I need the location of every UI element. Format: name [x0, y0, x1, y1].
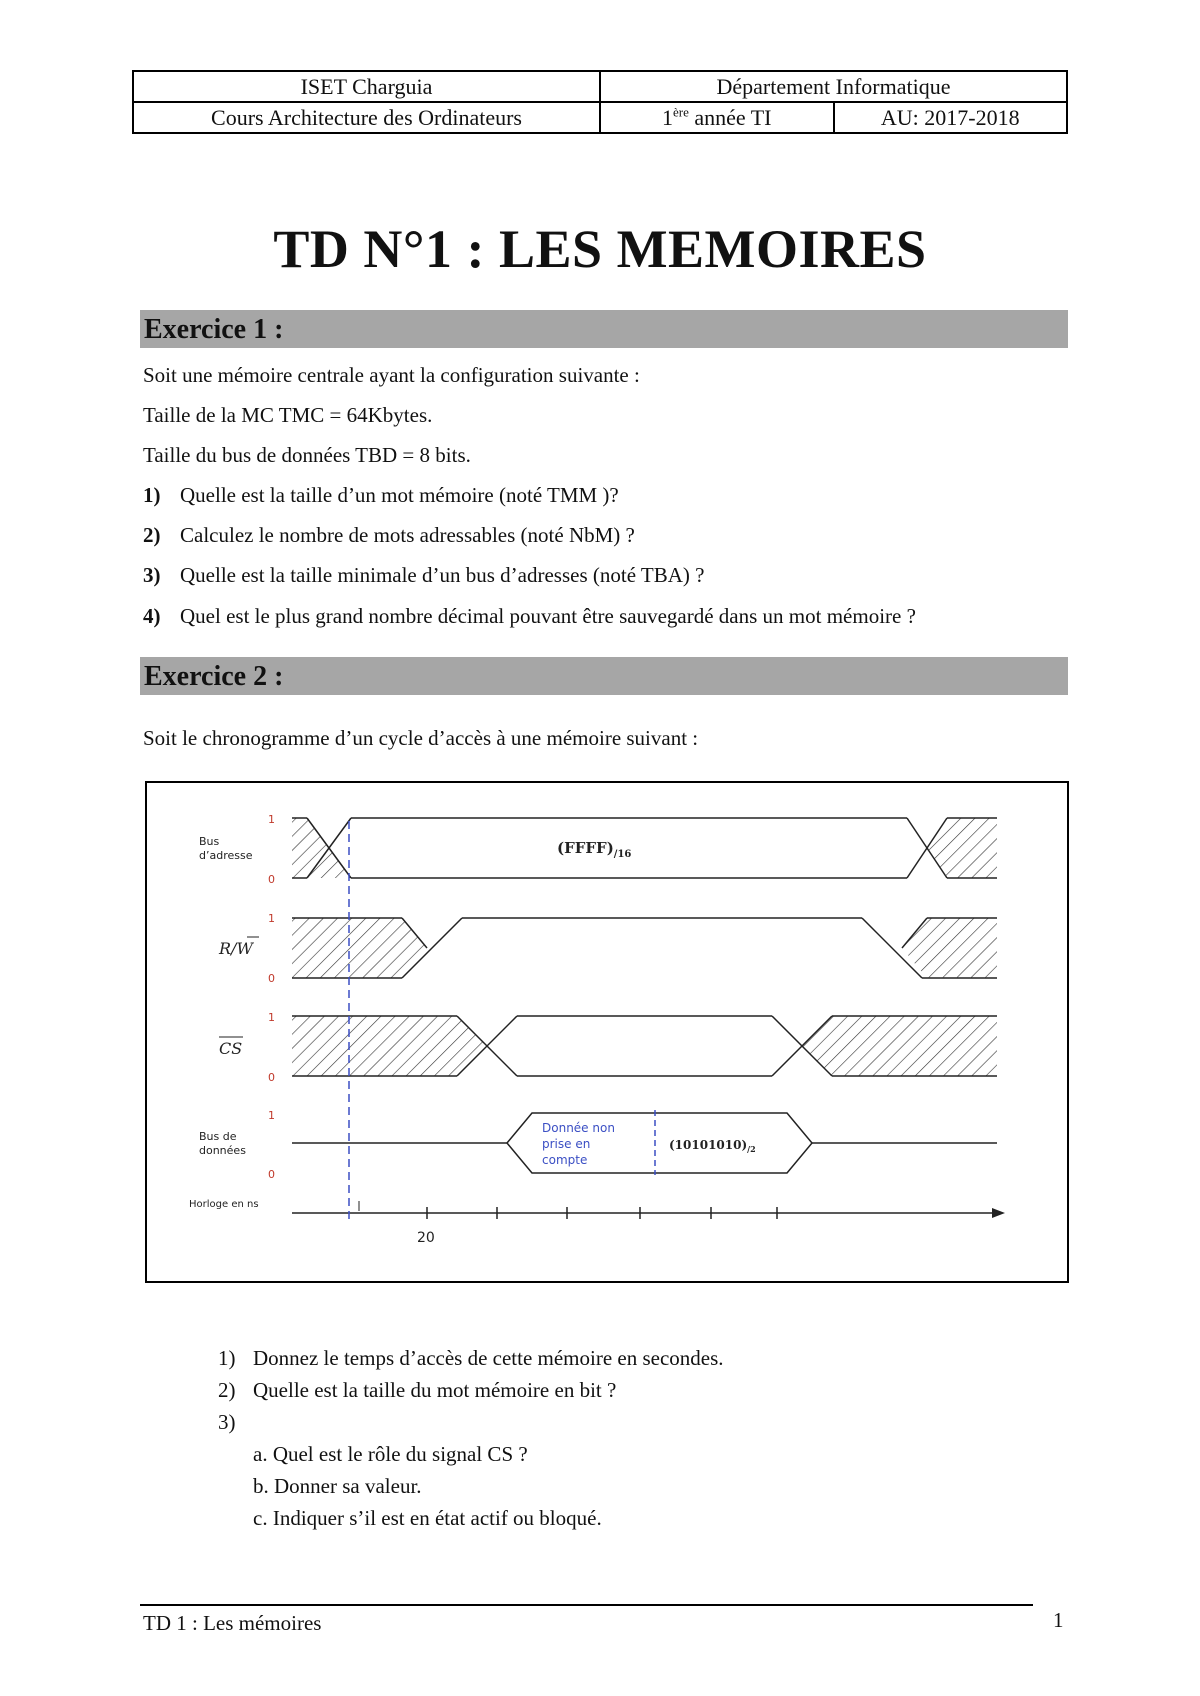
level-one: 1: [268, 912, 275, 925]
ex1-question: 3) Quelle est la taille minimale d’un bus d’adresses (noté TBA) ?: [143, 563, 705, 587]
footer-title: TD 1 : Les mémoires: [143, 1611, 322, 1635]
ex2-question: 2) Quelle est la taille du mot mémoire en bit ?: [218, 1378, 617, 1402]
data-note-1: Donnée non: [542, 1121, 615, 1135]
header-school: ISET Charguia: [133, 71, 600, 102]
ex1-intro-line: Taille de la MC TMC = 64Kbytes.: [143, 403, 433, 427]
label-data-bus-2: données: [199, 1144, 246, 1157]
level-one: 1: [268, 1109, 275, 1122]
header-course: Cours Architecture des Ordinateurs: [133, 102, 600, 133]
header-department: Département Informatique: [600, 71, 1067, 102]
data-note-2: prise en: [542, 1137, 591, 1151]
ex2-question: 3): [218, 1410, 236, 1434]
ex2-intro-line: Soit le chronogramme d’un cycle d’accès à une mémoire suivant :: [143, 726, 699, 750]
address-bus-waveform: [292, 818, 997, 878]
exercise-1-heading: Exercice 1 :: [140, 310, 1068, 348]
ex2-subquestion: c. Indiquer s’il est en état actif ou bloqué.: [253, 1506, 602, 1530]
ex1-question: 4) Quel est le plus grand nombre décimal pouvant être sauvegardé dans un mot mémoire ?: [143, 604, 916, 628]
ex1-question: 1) Quelle est la taille d’un mot mémoire (noté TMM )?: [143, 483, 619, 507]
ex1-intro-line: Taille du bus de données TBD = 8 bits.: [143, 443, 471, 467]
cs-waveform: [292, 1016, 997, 1076]
tick-20: 20: [417, 1230, 435, 1246]
level-one: 1: [268, 813, 275, 826]
timing-diagram: [145, 781, 1069, 1283]
data-note-3: compte: [542, 1153, 588, 1167]
level-one: 1: [268, 1011, 275, 1024]
footer-rule: [140, 1604, 1033, 1606]
ex2-subquestion: b. Donner sa valeur.: [253, 1474, 422, 1498]
header-academic-year: AU: 2017-2018: [834, 102, 1068, 133]
clock-arrow: [992, 1208, 1005, 1218]
header-table: [132, 70, 1068, 134]
label-rw: R/W: [219, 939, 253, 958]
address-value: $(FFFF)_{/16}$: [557, 839, 632, 860]
label-data-bus-1: Bus de: [199, 1130, 237, 1143]
rw-waveform: [292, 918, 997, 978]
level-zero: 0: [268, 873, 275, 886]
timing-diagram-svg: [147, 783, 1067, 1281]
label-cs: CS: [219, 1039, 243, 1058]
data-value: $(10101010)_{/2}$: [669, 1138, 756, 1154]
ex1-question: 2) Calculez le nombre de mots adressables (noté NbM) ?: [143, 523, 635, 547]
label-address-bus-1: Bus: [199, 835, 220, 848]
level-zero: 0: [268, 1168, 275, 1181]
page-title: TD N°1 : LES MEMOIRES: [273, 219, 927, 279]
clock-axis: [292, 1201, 992, 1219]
header-year: 1ère année TI: [600, 102, 834, 133]
ex2-question: 1) Donnez le temps d’accès de cette mémoire en secondes.: [218, 1346, 724, 1370]
page-number: 1: [1053, 1608, 1064, 1632]
label-clock: Horloge en ns: [189, 1199, 259, 1210]
ex1-intro-line: Soit une mémoire centrale ayant la configuration suivante :: [143, 363, 640, 387]
data-bus-waveform: [292, 1113, 997, 1173]
ex2-subquestion: a. Quel est le rôle du signal CS ?: [253, 1442, 528, 1466]
level-zero: 0: [268, 1071, 275, 1084]
exercise-2-heading: Exercice 2 :: [140, 657, 1068, 695]
label-address-bus-2: d’adresse: [199, 849, 253, 862]
level-zero: 0: [268, 972, 275, 985]
